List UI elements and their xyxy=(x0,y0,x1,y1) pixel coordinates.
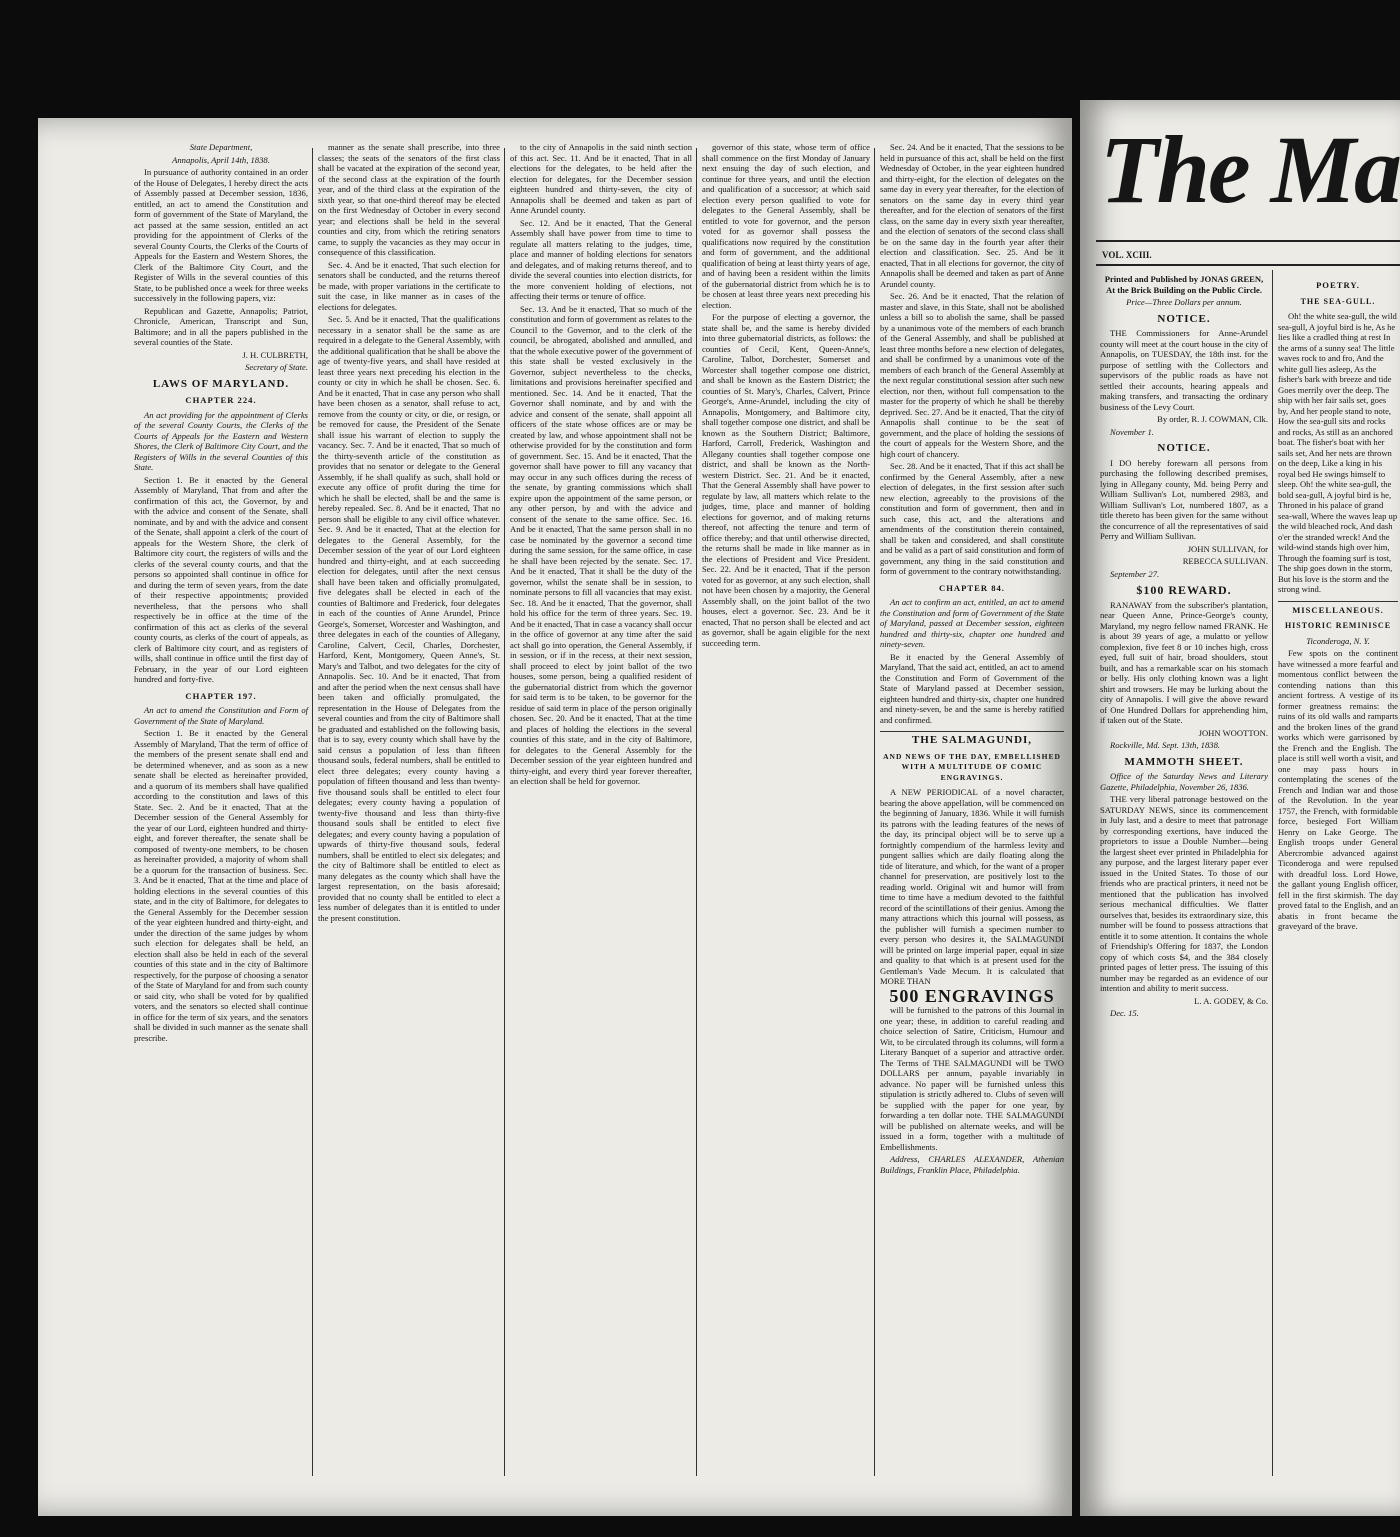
front-column-2 xyxy=(1278,274,1398,934)
col4-body-2: For the purpose of electing a governor, the state shall be, and the same is hereby divided into three gubernatorial districts, as follows: the counties of Cecil, Kent, Queen-Anne's, Caroline, Talbot, Dorchester, Somerset and Worcester shall together compose one district, and shall be known as the Eastern District; the counties of St. Mary's, Charles, Calvert, Prince George's, Anne-Arundel, including the city of Annapolis, Montgomery, and Baltimore city, shall together compose one district, and shall be known as the Southern District; Baltimore, Harford, Carroll, Frederick, Washington and Allegany counties shall together compose one district, and shall be known as the North-western District. Sec. 21. And be it enacted, That the General Assembly shall have power to regulate by law, all matters which relate to the judges, time, place and manner of holding elections for governor, and of making returns thereof, not affecting the tenure and term of office thereby; and that until otherwise directed, the returns shall be made in like manner as in the elections of President and Vice President. Sec. 22. And be it enacted, That if the person voted for as governor, at any such election, shall not have been chosen by a majority, the General Assembly shall, on the joint ballot of the two houses, elect a governor. Sec. 23. And be it enacted, That no person shall be elected and act as governor, shall be again eligible for the next succeeding term. xyxy=(702,312,870,648)
reward-date: Rockville, Md. Sept. 13th, 1838. xyxy=(1110,740,1221,750)
notice-2-sig-2: REBECCA SULLIVAN. xyxy=(1182,556,1268,566)
chapter-224-title: CHAPTER 224. xyxy=(185,395,257,405)
notice-2-title: NOTICE. xyxy=(1157,442,1211,454)
mammoth-sig: L. A. GODEY, & Co. xyxy=(1194,995,1268,1006)
printed-by: Printed and Published by JONAS GREEN, At the Brick Building on the Public Circle. xyxy=(1104,274,1264,295)
poem-lines: Oh! the white sea-gull, the wild sea-gull, A joyful bird is he, As he lies like a cradled thing at rest In the arms of a sunny sea! The little waves rock to and fro, And the white gull lies asleep, As the fisher's bark with breeze and tide Goes merrily over the deep. The ship with her fair sails set, goes by, And her people stand to note, How the sea-gull sits and rocks and rocks, As still as an anchored boat. The fisher's boat with her sails set, And her nets are thrown on the deep, Like a king in his royal bed He swings himself to sleep. Oh! the white sea-gull, the bold sea-gull, A joyful bird is he, Throned in his palace of grand sea-wall, Where the waves leap up the wild bleached rock, And dash o'er the stranded wreck! And the wild-wind stands high over him, Through the foaming surf is tost, The ship goes down in the storm, But his love is the storm and the strong wind. xyxy=(1278,311,1398,594)
salmagundi-address: Address, CHARLES ALEXANDER, Athenian Buildings, Franklin Place, Philadelphia. xyxy=(880,1154,1064,1175)
chapter-197-body: Section 1. Be it enacted by the General Assembly of Maryland, That the term of office of the members of the present senate shall end and be determined whenever, and as soon as a new senate shall be elected as hereinafter provided, and a quorum of its members shall have qualified according to the constitution and laws of this State. Sec. 2. And be it enacted, That at the December session of the General Assembly for the year of our Lord, eighteen hundred and thirty-eight, and forever thereafter, the senate shall be composed of twenty-one members, to be chosen as hereinafter provided, a majority of whom shall be a quorum for the transaction of business. Sec. 3. And be it enacted, That at the time and place of holding elections in the several counties of this state, and in the city of Baltimore, for delegates to the General Assembly for the December session of the year eighteen hundred and thirty-eight, and under the direction of the same judges by whom such election for delegates shall be held, an election shall also be held in each of the several counties of this state and in the city of Baltimore respectively, for the purpose of choosing a senator of the State of Maryland for and from such county or said city, who shall be voted for by qualified voters, and the senators so elected shall continue in office for the term of six years, and the senators shall be divided in such manner as the senate shall prescribe. xyxy=(134,728,308,1043)
dept-date: Annapolis, April 14th, 1838. xyxy=(172,154,270,165)
col3-body-3: Sec. 13. And be it enacted, That so much of the constitution and form of government as relates to the Council to the Governor, and to the clerk of the council, be abrogated, abolished and annulled, and that the whole executive power of the government of this state shall be vested exclusively in the Governor, subject nevertheless to the checks, limitations and provisions hereinafter specified and mentioned. Sec. 14. And be it enacted, That the Governor shall nominate, and by and with the advice and consent of the senate, shall appoint all officers of the state whose offices are or may be created by law, and whose appointment shall not be otherwise provided for by the constitution and form of government. Sec. 15. And be it enacted, That the governor shall have power to fill any vacancy that may occur in any such offices during the recess of the senate, by granting commissions which shall expire upon the appointment of the same person, or any other person, by and with the advice and consent of the senate to the same office. Sec. 16. And be it enacted, That the same person shall in no case be nominated by the governor a second time during the same session, for the same office, in case he shall have been rejected by the senate. Sec. 17. And be it enacted, That it shall be the duty of the governor, whilst the senate shall be in session, to nominate persons to fill all vacancies that may exist. Sec. 18. And be it enacted, That the governor, shall hold his office for the term of three years. Sec. 19. And be it enacted, That in case a vacancy shall occur in the office of governor at any time after the said act shall go into operation, the General Assembly, if in session, or if in the recess, at their next session, shall proceed to elect by joint ballot of the two houses, some person, being a qualified resident of the gubernatorial district from which the governor for said term is to be taken, to be governor for the residue of said term in place of the person originally chosen. Sec. 20. And be it enacted, That at the time and places of holding the elections in the several counties of this state, and in the city of Baltimore, for delegates to the General Assembly for the December session of the year eighteen hundred and thirty-eight, and every third year forever thereafter, an election shall be held for governor. xyxy=(510,303,692,786)
column-rule xyxy=(696,148,697,1476)
notice-1-title: NOTICE. xyxy=(1157,312,1211,325)
reward-body: RANAWAY from the subscriber's plantation, near Queen Anne, Prince-George's county, Maryland, my negro fellow named FRANK. He is about 39 years of age, a mulatto or yellow complexion, five feet 8 or 10 inches high, cross eyed, full suit of hair, broad shoulders, stout built, and has a remarkable scar on his stomach or belly. His only clothing known was a light shirt and trowsers. He may be lurking about the city of Annapolis. I will give the above reward of One Hundred Dollars for apprehending him, if taken out of the State. xyxy=(1100,599,1268,725)
notice-1-body: THE Commissioners for Anne-Arundel county will meet at the court house in the city of Annapolis, on TUESDAY, the 18th inst. for the purpose of settling with the Collectors and supervisors of the public roads as have not settled their accounts, hearing appeals and making transfers, and transacting the ordinary business of the Levy Court. xyxy=(1100,328,1268,412)
mammoth-subtitle: Office of the Saturday News and Literary Gazette, Philadelphia, November 26, 1836. xyxy=(1100,771,1268,792)
masthead-rule xyxy=(1096,240,1400,242)
mammoth-body: THE very liberal patronage bestowed on the SATURDAY NEWS, since its commencement in July last, and a desire to meet that patronage by corresponding exertions, have induced the proprietors to issue a Double Number—being the largest sheet ever printed in Philadelphia for any purpose, and the largest literary paper ever issued in the United States. To those of our friends who are practical printers, it need not be mentioned that the publication has involved serious mechanical difficulties. We flatter ourselves that, besides its extraordinary size, this number will be found to possess attractions that entitle it to some attention. It contains the whole of Friendship's Offering for 1837, the London copy of which costs $4, and the 384 closely printed pages of letter press. The issuing of this number may be regarded as an evidence of our intention and ability to merit success. xyxy=(1100,794,1269,993)
col2-body-2: Sec. 4. And be it enacted, That such election for senators shall be conducted, and the returns thereof be made, with proper variations in the certificate to suit the case, in like manner as in cases of the elections for delegates. xyxy=(318,259,500,312)
front-column-1 xyxy=(1100,274,1268,1021)
salmagundi-subtitle: AND NEWS OF THE DAY, EMBELLISHED WITH A MULTITUDE OF COMIC ENGRAVINGS. xyxy=(883,751,1061,782)
chapter-84-body: Be it enacted by the General Assembly of Maryland, That the said act, entitled, an act to amend the Constitution and Form of Government of the State of Maryland passed at December session, eighteen hundred and thirty-six, chapter one hundred and ninety-seven, be and the same is hereby ratified and confirmed. xyxy=(880,651,1064,725)
mammoth-date: Dec. 15. xyxy=(1110,1008,1139,1018)
historic-title: HISTORIC REMINISCE xyxy=(1284,621,1392,630)
reward-title: $100 REWARD. xyxy=(1136,583,1232,597)
chapter-84-desc: An act to confirm an act, entitled, an act to amend the Constitution and form of Government of the State of Maryland, passed at December session, eighteen hundred and thirty-six, chapter one hundred and ninety-seven. xyxy=(880,597,1064,649)
masthead-title: The Ma xyxy=(1100,116,1400,223)
chapter-197-title: CHAPTER 197. xyxy=(185,690,257,701)
column-rule xyxy=(1272,270,1273,1476)
column-2 xyxy=(318,142,500,925)
poem-title: THE SEA-GULL. xyxy=(1300,296,1376,306)
signer-title: Secretary of State. xyxy=(245,362,308,372)
notice-2-sig-1: JOHN SULLIVAN, for xyxy=(1187,543,1268,554)
dept-papers: Republican and Gazette, Annapolis; Patriot, Chronicle, American, Transcript and Sun, Baltimore; and in all the papers published in the several counties of the State. xyxy=(134,305,308,347)
column-5 xyxy=(880,142,1064,1177)
masthead-rule-2 xyxy=(1096,264,1400,266)
col5-body-3: Sec. 28. And be it enacted, That if this act shall be confirmed by the General Assembly, after a new election of delegates, in the first session after such new election, agreeably to the provisions of the constitution and form of government, then and in such case, this act, and the alterations and amendments of the constitution therein contained, shall be taken and considered, and shall constitute and be valid as a part of said constitution and form of government, any thing in the said constitution and form of government to the contrary notwithstanding. xyxy=(880,461,1064,576)
laws-title: LAWS OF MARYLAND. xyxy=(152,377,290,390)
poetry-title: POETRY. xyxy=(1316,280,1360,290)
left-newspaper-page xyxy=(38,118,1072,1516)
col3-body-1: to the city of Annapolis in the said ninth section of this act. Sec. 11. And be it enacted, That in all elections for the delegates, to be held after the election for delegates, for the December session eighteen hundred and thirty-seven, the city of Annapolis shall be deemed and taken as part of Anne Arundel county. xyxy=(510,142,692,215)
signer: J. H. CULBRETH, xyxy=(242,349,308,360)
page-gutter xyxy=(1072,118,1073,119)
salmagundi-engravings: 500 ENGRAVINGS xyxy=(889,985,1055,1006)
salmagundi-title: THE SALMAGUNDI, xyxy=(880,731,1064,746)
dept-text: In pursuance of authority contained in an order of the House of Delegates, I hereby direct the acts of Assembly passed at December session, 1836, entitled, an act to amend the Constitution and form of government of the State of Maryland, the act passed at the same session, entitled an act providing for the appointment of Clerks of the several County Courts, the Clerks of the Courts of Appeals for the Eastern and Western Shores, the Clerk of the Baltimore City Court, and the Register of Wills in the several counties of this State, to be published once a week for three weeks successively in the following papers, viz: xyxy=(134,167,308,303)
chapter-224-body: Section 1. Be it enacted by the General Assembly of Maryland, That from and after the confirmation of this act, the Governor, by and with the advice and consent of the Senate, shall nominate, and by and with the advice and consent of the Senate, shall appoint a clerk of the court of appeals for the Western Shore, the clerk of Baltimore city court, the registers of wills and the clerks of the several county courts, and that the persons so appointed shall continue in office for and during the term of seven years, from the date of their respective appointments; provided nevertheless, that the persons who shall respectively be in office at the time of the confirmation of this act as clerks of the several county courts, as clerks of the court of appeals, as clerk of Baltimore city court, and as registers of wills, shall continue in office until the first day of February, in the year of our Lord eighteen hundred and forty-five. xyxy=(134,474,308,684)
reward-sig: JOHN WOOTTON. xyxy=(1198,727,1268,738)
column-rule xyxy=(312,148,313,1476)
historic-subtitle: Ticonderoga, N. Y. xyxy=(1306,635,1370,646)
misc-title: MISCELLANEOUS. xyxy=(1278,601,1398,616)
col2-body-1: manner as the senate shall prescribe, into three classes; the seats of the senators of the first class shall be vacated at the expiration of the second year, of the second class at the expiration of the fourth year, and of the third class at the expiration of the sixth year, so that one-third thereof may be elected on the first Wednesday of October in every second year; and elections shall be held in the several counties and city, from which the retiring senators came, to supply the vacancies as they may occur in consequence of this classification. xyxy=(318,142,500,257)
chapter-84-title: CHAPTER 84. xyxy=(939,582,1005,593)
mammoth-title: MAMMOTH SHEET. xyxy=(1124,755,1244,768)
right-newspaper-page xyxy=(1080,100,1400,1516)
column-rule xyxy=(504,148,505,1476)
price: Price—Three Dollars per annum. xyxy=(1126,297,1242,307)
notice-1-sig: By order, R. J. COWMAN, Clk. xyxy=(1157,414,1268,424)
chapter-197-desc: An act to amend the Constitution and Form of Government of the State of Maryland. xyxy=(134,705,308,726)
notice-2-date: September 27. xyxy=(1110,568,1160,579)
col2-body-3: Sec. 5. And be it enacted, That the qualifications necessary in a senator shall be the same as are required in a delegate to the General Assembly, with the additional qualification that he shall be above the age of twenty-five years, and shall have resided at least three years next preceding his election in the county or city in which he shall be chosen. Sec. 6. And be it enacted, That in case any person who shall have been chosen as a senator, shall refuse to act, remove from the county or city, or die, or resign, or be removed for cause, the President of the Senate shall issue his warrant of election to supply the vacancy. Sec. 7. And be it enacted, That so much of the thirty-seventh article of the constitution as provides that no senator or delegate to the General Assembly, if he shall qualify as such, shall hold or execute any office of profit during the time for which he shall be elected, shall be and the same is hereby repealed. Sec. 8. And be it enacted, That no person shall be eligible to any civil office whatever. Sec. 9. And be it enacted, That at the election for delegates to the General Assembly, for the December session of the year of our Lord eighteen hundred and thirty-eight, and at each succeeding election for delegates, until after the next census shall have been taken and officially promulgated, five delegates shall be elected in each of the counties of Baltimore and Frederick, four delegates in each of the counties of Anne Arundel, Prince George's, Somerset, Worcester and Washington, and three delegates in each of the counties of Allegany, Caroline, Calvert, Cecil, Charles, Dorchester, Harford, Kent, Montgomery, Queen Anne's, St. Mary's and Talbot, and two delegates for the city of Annapolis. Sec. 10. And be it enacted, That from and after the period when the next census shall have been taken and officially promulgated, the representation in the House of Delegates from the several counties and from the city of Baltimore shall be graduated and established on the following basis, that is to say, every county which shall have by the said census a population of less than fifteen thousand souls, federal numbers, shall be entitled to elect three delegates; every county having a population of fifteen thousand and less than twenty-five thousand souls shall be entitled to elect four delegates; every county having a population of twenty-five thousand and less than thirty-five thousand souls shall be entitled to elect five delegates; and every county having a population of upwards of thirty-five thousand souls, federal numbers, shall be entitled to elect six delegates; and the city of Baltimore shall be entitled to elect as many delegates as the county which shall have the largest representation, on the basis aforesaid; provided that no county shall be entitled to elect a less number of delegates than it is entitled to under the present constitution. xyxy=(318,314,500,923)
col5-body-1: Sec. 24. And be it enacted, That the sessions to be held in pursuance of this act, shall be held on the first Wednesday of October, in the year eighteen hundred and thirty-eight, for the election of delegates on the same day in every year thereafter, for the election of senators on the same day in every third year thereafter, and for the election of senators of the first class, on the same day in every sixth year thereafter, and the election of senators of the second class shall be on the same day in the fourth year after their election and classification. Sec. 25. And be it enacted, That in all elections for governor, the city of Annapolis shall be deemed and taken as part of Anne Arundel county. xyxy=(880,142,1064,289)
salmagundi-body: A NEW PERIODICAL of a novel character, bearing the above appellation, will be commenced on the beginning of January, 1836. While it will furnish its patrons with the leading features of the news of the day, its principal object will be to serve up a fortnightly compendium of the harmless levity and pungent sallies which are daily floating along the tide of literature, and which, for the want of a proper channel for preservation, are positively lost to the reading world. Original wit and humor will from time to time have a medium devoted to the faithful record of the scintillations of their genius. Among the many attractions which this journal will possess, as the publisher will furnish a specimen number to every person who desires it, the SALMAGUNDI will be printed on large imperial paper, equal in size and quality to that which is at present used for the Gentleman's Vade Mecum. It is calculated that MORE THAN xyxy=(880,787,1065,986)
column-3 xyxy=(510,142,692,789)
column-4 xyxy=(702,142,870,650)
historic-body: Few spots on the continent have witnessed a more fearful and momentous conflict between the contending nations than this ancient fortress. A vestige of its former greatness remains: the ruins of its old walls and ramparts and the broken lines of the grand works which were garrisoned by the French and the English. The place is still well worth a visit, and one may pass hours in contemplating the scenes of the French and Indian war and those of the Revolution. In the year 1757, the French, with formidable force, besieged Fort William Henry on Lake George. The English troops under General Abercrombie advanced against Ticonderoga and were repulsed with dreadful loss. Lord Howe, the gallant young English officer, fell in the first skirmish. The day proved fatal to the English, and an abatis in front became the graveyard of the brave. xyxy=(1278,648,1398,931)
notice-1-date: November 1. xyxy=(1110,426,1154,437)
col4-body-1: governor of this state, whose term of office shall commence on the first Monday of January next ensuing the day of such election, and continue for three years, and until the election and qualification of a successor; at which said election every person qualified to vote for delegates to the General Assembly, shall be entitled to vote for governor, and the person voted for as governor shall possess the qualifications now required by the constitution and form of government, and the additional qualification of being at least thirty years of age, and of having been a resident within the limits of the gubernatorial district from which he is to be chosen at least three years next preceding his election. xyxy=(702,142,870,310)
column-rule xyxy=(874,148,875,1476)
notice-2-body: I DO hereby forewarn all persons from purchasing the following described premises, lying in Allegany county, Md. being Perry and William Sullivan's Lot, numbered 2983, and William Sullivan's Lot, numbered 1807, as a title thereto has been given for the same without the concurrence of all the representatives of said Perry and William Sullivan. xyxy=(1100,457,1268,541)
column-1 xyxy=(134,142,308,1045)
chapter-224-desc: An act providing for the appointment of Clerks of the several County Courts, the Clerks of the Courts of Appeals for the Eastern and Western Shores, the Clerk of Baltimore City Court, and the Registers of Wills in the several Counties of this State. xyxy=(134,409,308,472)
col3-body-2: Sec. 12. And be it enacted, That the General Assembly shall have power from time to time to regulate all matters relating to the judges, time, place and manner of holding elections for senators and delegates, and of making returns thereof, and to divide the several counties into election districts, for the more convenient holding of elections, not affecting their terms or tenure of office. xyxy=(510,217,692,301)
dept-head: State Department, xyxy=(189,142,253,152)
salmagundi-body-2: will be furnished to the patrons of this Journal in one year; these, in addition to careful reading and choice selection of Satire, Criticism, Humour and Wit, to be circulated through its columns, will form a Literary Banquet of a superior and attractive order. The Terms of THE SALMAGUNDI will be TWO DOLLARS per annum, payable invariably in advance. No paper will be furnished unless this stipulation is strictly adhered to. Clubs of seven will be supplied with the paper for one year, by forwarding a ten dollar note. THE SALMAGUNDI will be published on alternate weeks, and will be issued in a form, together with a multitude of Embellishments. xyxy=(880,1005,1064,1152)
volume-number: VOL. XCIII. xyxy=(1102,250,1152,260)
col5-body-2: Sec. 26. And be it enacted, That the relation of master and slave, in this State, shall not be abolished unless a bill so to abolish the same, shall be passed by a unanimous vote of the members of each branch of the General Assembly, and shall be published at least three months before a new election of delegates, and shall be confirmed by a unanimous vote of the members of each branch of the General Assembly at the next regular constitutional session after such new election, nor then, without full compensation to the master for the property of which he shall be thereby deprived. Sec. 27. And be it enacted, That the city of Annapolis shall continue to be the seat of government, and the place of holding the sessions of the court of appeals for the Western Shore, and the high court of chancery. xyxy=(880,291,1064,459)
